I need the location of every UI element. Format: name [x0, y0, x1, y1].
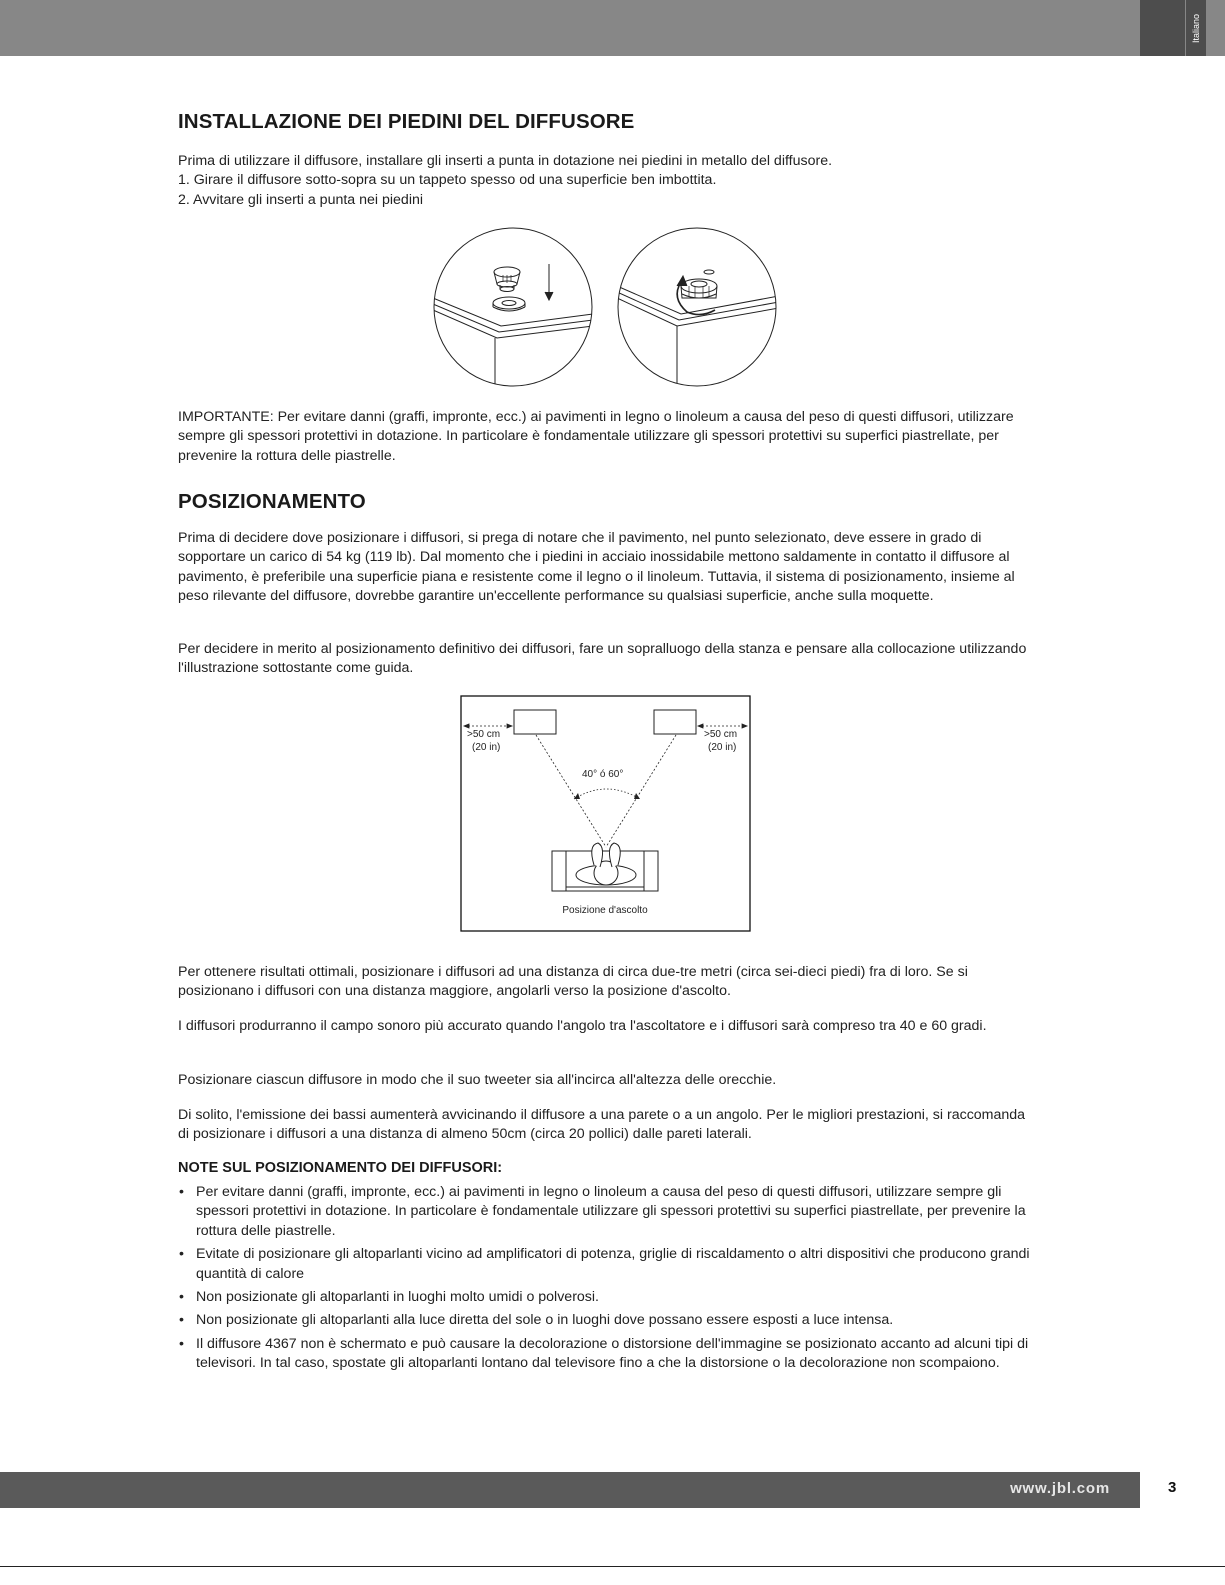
feet-installation-illustration	[433, 226, 779, 388]
foot-pad-icon	[493, 297, 525, 311]
left-distance-label: >50 cm	[467, 729, 501, 740]
intro-step-1: 1. Girare il diffusore sotto-sopra su un tappeto spesso od una superficie ben imbottita.	[178, 172, 717, 189]
intro-step-2: 2. Avvitare gli inserti a punta nei piedini	[178, 191, 424, 208]
language-tab: Italiano	[1186, 0, 1206, 56]
important-note: IMPORTANTE: Per evitare danni (graffi, impronte, ecc.) ai pavimenti in legno o linoleum a causa del peso di questi diffusori, utilizzare sempre gli spessori protettivi in dotazione. In particolare è fondamentale utilizzare gli spessori protettivi su superfici piastrellate, per prevenire la rottura delle piastrelle.	[178, 409, 1014, 464]
page-number: 3	[1168, 1479, 1177, 1496]
list-item: • Evitate di posizionare gli altoparlanti vicino ad amplificatori di potenza, griglie di riscaldamento o altri dispositivi che producono grandi quantità di calore	[178, 1245, 1038, 1284]
list-item: • Non posizionate gli altoparlanti in luoghi molto umidi o polverosi.	[178, 1288, 1038, 1307]
section-title-feet: INSTALLAZIONE DEI PIEDINI DEL DIFFUSORE	[178, 110, 635, 133]
footer-bar	[0, 1472, 1140, 1508]
listening-position-label: Posizione d'ascolto	[562, 905, 648, 916]
down-arrow-icon	[545, 264, 553, 300]
notes-list	[178, 1183, 1038, 1378]
left-speaker	[514, 710, 556, 734]
section-title-positioning: POSIZIONAMENTO	[178, 490, 366, 513]
positioning-paragraph-3: Per ottenere risultati ottimali, posizionare i diffusori ad una distanza di circa due-tre metri (circa sei-dieci piedi) fra di loro. Se si posizionano i diffusori con una distanza maggiore, angolarli verso la posizione d'ascolto.	[178, 964, 968, 1000]
right-distance-label: >50 cm	[704, 729, 738, 740]
right-distance-inches: (20 in)	[708, 742, 737, 753]
language-tab-block	[1140, 0, 1185, 56]
spike-screwed-icon	[681, 279, 717, 298]
header-bar	[0, 0, 1225, 56]
list-item: • Non posizionate gli altoparlanti alla luce diretta del sole o in luoghi dove possano essere esposti a luce intensa.	[178, 1311, 1038, 1330]
feet-intro	[178, 152, 1038, 210]
positioning-paragraph-5: Posizionare ciascun diffusore in modo che il suo tweeter sia all'incirca all'altezza delle orecchie.	[178, 1072, 777, 1088]
positioning-paragraph-1: Prima di decidere dove posizionare i diffusori, si prega di notare che il pavimento, nel punto selezionato, deve essere in grado di sopportare un carico di 54 kg (119 lb). Dal momento che i piedini in acciaio inossidabile mettono saldamente in contatto il diffusore al pavimento, è preferibile una superficie piana e resistente come il legno o il linoleum. Tuttavia, il sistema di posizionamento, insieme al peso rilevante del diffusore, dovrebbe garantire un'eccellente performance su qualsiasi superficie, anche sulla moquette.	[178, 530, 1015, 605]
list-item: • Il diffusore 4367 non è schermato e può causare la decolorazione o distorsione dell'immagine se posizionato accanto ad alcuni tipi di televisori. In tal caso, spostate gli altoparlanti lontano dal televisore fino a che la distorsione o la decolorazione non scompaiono.	[178, 1335, 1038, 1374]
right-speaker	[654, 710, 696, 734]
intro-line: Prima di utilizzare il diffusore, installare gli inserti a punta in dotazione nei piedini in metallo del diffusore.	[178, 153, 833, 169]
positioning-paragraph-6: Di solito, l'emissione dei bassi aumenterà avvicinando il diffusore a una parete o a un angolo. Per le migliori prestazioni, si raccomanda di posizionare i diffusori a una distanza di almeno 50cm (circa 20 pollici) dalle pareti laterali.	[178, 1107, 1026, 1143]
positioning-paragraph-4: I diffusori produrranno il campo sonoro più accurato quando l'angolo tra l'ascoltatore e i diffusori sarà compreso tra 40 e 60 gradi.	[178, 1018, 987, 1034]
list-item: • Per evitare danni (graffi, impronte, ecc.) ai pavimenti in legno o linoleum a causa del peso di questi diffusori, utilizzare sempre gli spessori protettivi in dotazione. In particolare è fondamentale utilizzare gli spessori protettivi su superfici piastrellate, per prevenire la rottura delle piastrelle.	[178, 1183, 1038, 1241]
positioning-diagram	[460, 695, 752, 933]
bottom-rule	[0, 1566, 1225, 1567]
footer-url[interactable]: www.jbl.com	[1010, 1480, 1110, 1497]
left-distance-inches: (20 in)	[472, 742, 501, 753]
notes-title: NOTE SUL POSIZIONAMENTO DEI DIFFUSORI:	[178, 1160, 503, 1176]
spike-insert-icon	[494, 267, 520, 292]
angle-label: 40° ó 60°	[582, 769, 624, 780]
positioning-paragraph-2: Per decidere in merito al posizionamento definitivo dei diffusori, fare un sopralluogo della stanza e pensare alla collocazione utilizzando l'illustrazione sottostante come guida.	[178, 641, 1027, 677]
